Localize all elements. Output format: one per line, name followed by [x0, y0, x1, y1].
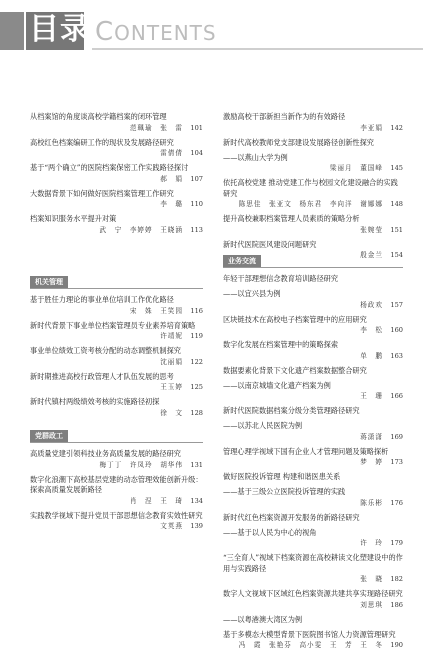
entry-title: 激励高校干部新担当新作为的有效路径	[223, 112, 346, 121]
toc-entry[interactable]	[30, 372, 203, 393]
toc-entry[interactable]	[223, 178, 403, 210]
toc-entry[interactable]	[223, 315, 403, 336]
entry-author: 梦 婷	[360, 458, 383, 466]
entry-title: 新时代高校教师党支部建设发展路径创新性探究	[223, 137, 374, 147]
entry-byline	[223, 199, 403, 210]
toc-entry[interactable]	[223, 112, 403, 133]
toc-entry[interactable]	[223, 340, 403, 361]
entry-page-number: 139	[190, 522, 203, 530]
entry-byline	[223, 498, 403, 509]
entry-title: 高质量党建引领科技业务高质量发展的路径研究	[30, 449, 181, 458]
entry-author: 沈丽娟	[160, 357, 183, 366]
entry-page-number: 131	[190, 460, 203, 469]
header-accent-block	[0, 12, 24, 50]
toc-entry[interactable]	[223, 630, 403, 651]
toc-entry[interactable]	[30, 511, 203, 532]
toc-entry[interactable]	[223, 553, 403, 585]
entry-title: ——以苏北人民医院为例	[223, 421, 303, 430]
subtitle-rest: ONTENTS	[114, 21, 217, 45]
entry-title: 新时代镇村两级绩效考核的实施路径初探	[30, 397, 160, 406]
section-label: 机关管理	[30, 276, 68, 288]
entry-title: 基于胜任力理论的事业单位培训工作优化路径	[30, 295, 174, 304]
page-subtitle	[95, 17, 217, 47]
entry-page-number: 107	[190, 174, 203, 183]
toc-entry[interactable]	[223, 589, 403, 610]
entry-title: 基于多模态大模型背景下医院图书馆人力资源管理研究	[223, 629, 396, 639]
toc-entry[interactable]	[223, 153, 403, 174]
entry-title: 新时代医院数据档案分级分类管理路径研究	[223, 406, 360, 415]
left-column-sections	[30, 276, 203, 536]
entry-author: 杨政欢	[360, 300, 383, 309]
right-column-top	[223, 112, 403, 265]
entry-byline	[223, 538, 403, 549]
toc-entry[interactable]	[223, 138, 403, 149]
entry-page-number: 125	[190, 383, 203, 391]
entry-page-number: 163	[390, 351, 403, 360]
entry-title: 基于“两个确立”的医院档案保密工作实践路径探讨	[30, 163, 189, 172]
section-label: 业务交流	[223, 255, 261, 267]
entry-byline	[30, 331, 203, 342]
entry-page-number: 104	[190, 149, 203, 157]
entry-author: 张婉莹	[360, 225, 383, 234]
entry-page-number: 154	[390, 251, 403, 259]
section-header	[30, 276, 203, 289]
entry-title: 年轻干部理想信念教育培训路径研究	[223, 274, 339, 283]
entry-byline	[30, 382, 203, 393]
entry-byline	[223, 600, 403, 611]
entry-title: ——基于三级公立医院投诉管理的实践	[223, 487, 346, 496]
entry-title: 高校红色档案编研工作的现状及发展路径研究	[30, 137, 174, 147]
entry-byline	[223, 640, 403, 651]
entry-byline	[223, 432, 403, 443]
toc-entry[interactable]	[223, 615, 403, 626]
entry-byline	[223, 351, 403, 362]
header-rule	[92, 48, 423, 50]
right-column-sections	[223, 255, 403, 655]
entry-title: 数字化发展在档案管理中的策略探索	[223, 340, 339, 349]
toc-entry[interactable]	[223, 214, 403, 235]
entry-page-number: 160	[390, 326, 403, 334]
entry-byline	[30, 148, 203, 159]
entry-byline	[30, 408, 203, 419]
toc-entry[interactable]	[30, 214, 203, 235]
entry-title: ——以燕山大学为例	[223, 152, 288, 162]
entry-title: 新时代医院医风建设问题研究	[223, 239, 317, 249]
toc-entry[interactable]	[30, 189, 203, 210]
toc-entry[interactable]	[223, 472, 403, 483]
toc-entry[interactable]	[30, 449, 203, 470]
entry-title: 事业单位绩效工资考核分配的动态调整机制探究	[30, 346, 181, 355]
entry-author: 梅丁丁 许凤玲 胡华伟	[99, 460, 183, 469]
subtitle-initial: C	[95, 17, 115, 47]
entry-byline	[223, 325, 403, 336]
toc-entry[interactable]	[223, 274, 403, 285]
entry-title: 新时代红色档案资源开发服务的新路径研究	[223, 512, 360, 522]
entry-page-number: 186	[390, 600, 403, 609]
entry-page-number: 169	[390, 432, 403, 441]
entry-byline	[223, 574, 403, 585]
entry-author: 许 玲	[360, 539, 383, 547]
entry-author: 王玉婷	[160, 383, 183, 391]
toc-entry[interactable]	[223, 487, 403, 508]
page-header	[0, 0, 427, 66]
entry-page-number: 119	[190, 332, 203, 340]
entry-author: 单 鹏	[360, 351, 383, 360]
toc-entry[interactable]	[30, 397, 203, 418]
section-header	[30, 430, 203, 443]
entry-page-number: 134	[190, 496, 203, 505]
toc-section	[223, 255, 403, 651]
entry-title: 数字化浪潮下高校基层党建的动态管理效能创新升级：探索高质量发展新路径	[30, 474, 203, 494]
entry-author: 雷倩倩	[160, 149, 183, 157]
entry-page-number: 145	[390, 164, 403, 172]
left-column-top	[30, 112, 203, 240]
toc-section	[30, 276, 203, 418]
toc-entry[interactable]	[223, 381, 403, 402]
entry-byline	[223, 123, 403, 134]
section-label: 党群政工	[30, 430, 68, 442]
toc-entry[interactable]	[223, 528, 403, 549]
toc-entry[interactable]	[223, 421, 403, 442]
toc-entry[interactable]	[30, 163, 203, 184]
entry-byline	[223, 457, 403, 468]
toc-entry[interactable]	[223, 513, 403, 524]
toc-entry[interactable]	[223, 289, 403, 310]
entry-page-number: 128	[190, 408, 203, 417]
entry-title: 档案知识服务水平提升对策	[30, 214, 117, 223]
entry-title: 新时期推进高校行政管理人才队伍发展的思考	[30, 371, 174, 381]
entry-author: 肖 涅 王 琦	[129, 496, 183, 505]
entry-page-number: 151	[390, 225, 403, 234]
entry-byline	[30, 496, 203, 507]
entry-title: 新时代背景下事业单位档案管理员专业素养培育策略	[30, 320, 196, 330]
entry-page-number: 101	[190, 123, 203, 132]
entry-author: 李 璐	[160, 200, 183, 208]
entry-page-number: 190	[390, 641, 403, 649]
entry-byline	[30, 174, 203, 185]
entry-title: 实践教学视域下提升党员干部思想信念教育实效性研究	[30, 510, 203, 520]
entry-title: 数据要素化背景下文化遗产档案数据整合研究	[223, 365, 367, 375]
entry-title: 区块链技术在高校电子档案管理中的应用研究	[223, 314, 367, 324]
entry-byline	[30, 357, 203, 368]
entry-page-number: 113	[190, 225, 203, 234]
toc-entry[interactable]	[223, 447, 403, 468]
entry-byline	[223, 225, 403, 236]
entry-title: ——以南京城墙文化遗产档案为例	[223, 380, 331, 390]
entry-byline	[30, 460, 203, 471]
entry-title: ——以粤港澳大湾区为例	[223, 614, 303, 624]
entry-title: 管理心理学视域下国有企业人才管理问题及策略探析	[223, 446, 389, 456]
toc-entry[interactable]	[223, 366, 403, 377]
entry-author: 李亚娟	[360, 123, 383, 132]
entry-author: 蒋潇潇	[360, 432, 383, 441]
entry-page-number: 157	[390, 300, 403, 309]
entry-page-number: 116	[190, 306, 203, 315]
entry-page-number: 110	[190, 200, 203, 208]
entry-title: ——基于以人民为中心的视角	[223, 527, 317, 537]
section-header	[223, 255, 403, 268]
entry-author: 文英燕	[160, 522, 183, 530]
entry-title: ——以宜兴县为例	[223, 289, 281, 298]
entry-title: 做好医院投诉管理 构建和谐医患关系	[223, 472, 341, 481]
entry-byline	[223, 391, 403, 402]
entry-byline	[223, 300, 403, 311]
entry-title: 数字人文视域下区域红色档案资源共建共享实现路径研究	[223, 589, 403, 598]
toc-entry[interactable]	[30, 112, 203, 133]
entry-title: “三全育人”视域下档案资源在高校耕读文化塑建设中的作用与实践路径	[223, 553, 403, 573]
entry-title: 从档案馆的角度谈高校学籍档案的闭环管理	[30, 112, 167, 121]
entry-byline	[223, 163, 403, 174]
toc-section	[30, 430, 203, 532]
toc-entry[interactable]	[30, 321, 203, 342]
entry-author: 梁丽月 董国峰	[329, 164, 383, 172]
entry-byline	[30, 521, 203, 532]
entry-author: 王 珊	[360, 392, 383, 400]
entry-page-number: 179	[390, 539, 403, 547]
toc-entry[interactable]	[30, 138, 203, 159]
entry-page-number: 148	[390, 200, 403, 208]
entry-page-number: 142	[390, 123, 403, 132]
entry-author: 郝 娟	[160, 174, 183, 183]
toc-entry[interactable]	[223, 406, 403, 417]
entry-author: 范珮瑜 张 雷	[129, 123, 183, 132]
entry-page-number: 182	[390, 575, 403, 583]
entry-author: 殷金兰	[360, 251, 383, 259]
entry-page-number: 166	[390, 392, 403, 400]
entry-title: 依托高校党建 推动党建工作与校园文化建设融合的实践研究	[223, 178, 398, 198]
entry-author: 冯 霞 张艳芬 高小雯 王 芳 王 冬	[238, 641, 383, 649]
entry-byline	[30, 306, 203, 317]
toc-entry[interactable]	[30, 475, 203, 507]
entry-byline	[30, 199, 203, 210]
toc-entry[interactable]	[30, 346, 203, 367]
entry-page-number: 122	[190, 357, 203, 366]
entry-title: 大数据背景下如何做好医院档案管理工作研究	[30, 188, 174, 198]
entry-author: 陈思佳 张亚文 杨东君 李向洋 谢娜娜	[238, 200, 383, 208]
entry-author: 李 松	[360, 326, 383, 334]
entry-author: 徐 文	[160, 408, 183, 417]
entry-byline	[30, 225, 203, 236]
entry-byline	[30, 123, 203, 134]
entry-author: 武 宁 李婷婷 王晓涵	[99, 225, 183, 234]
page-title: 目录	[29, 12, 91, 47]
entry-page-number: 173	[390, 458, 403, 466]
entry-author: 宋 姝 王笑园	[129, 306, 183, 315]
entry-author: 刘思琪	[360, 600, 383, 609]
entry-title: 提升高校兼职档案管理人员素质的策略分析	[223, 214, 360, 223]
entry-author: 陈乐彬	[360, 498, 383, 507]
entry-author: 张 晓	[360, 575, 383, 583]
entry-page-number: 176	[390, 498, 403, 507]
toc-entry[interactable]	[30, 295, 203, 316]
entry-author: 许靖妮	[160, 332, 183, 340]
